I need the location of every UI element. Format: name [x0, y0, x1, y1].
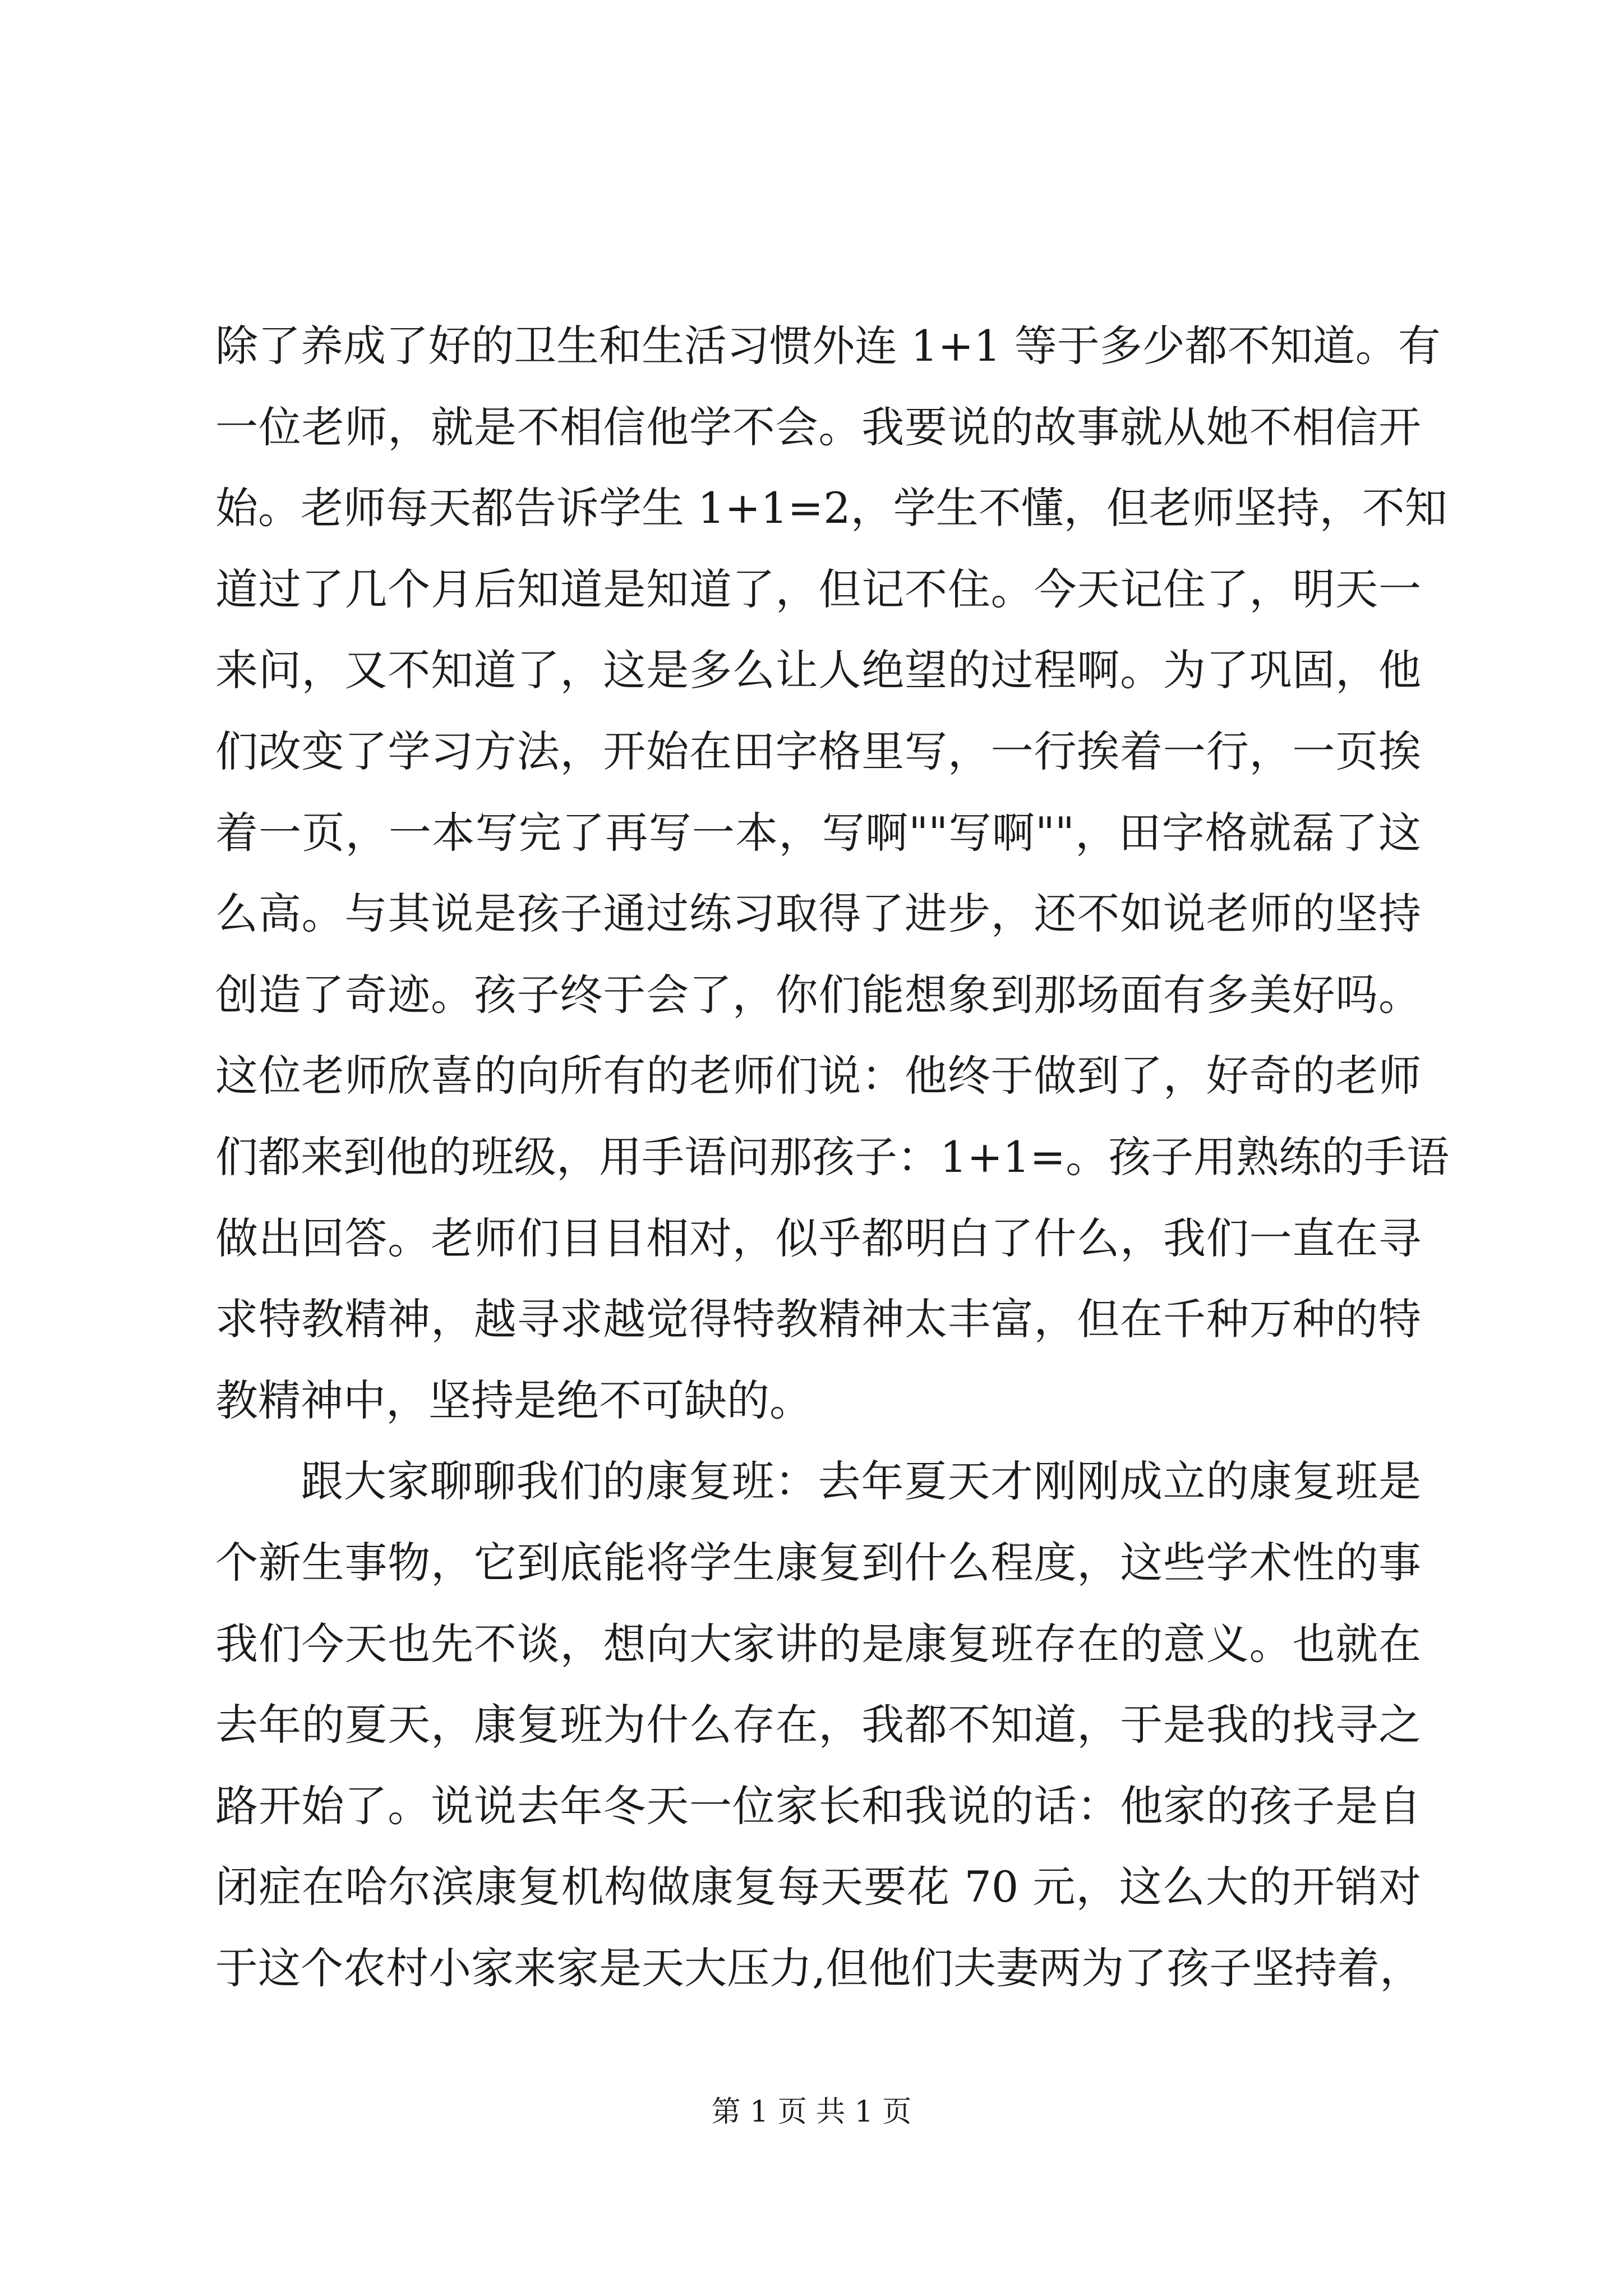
paragraph-2 — [215, 1441, 1421, 2009]
text-line: 除了养成了好的卫生和生活习惯外连 1+1 等于多少都不知道。有 — [215, 321, 1441, 371]
text-line: 们都来到他的班级，用手语问那孩子：1+1=。孩子用熟练的手语 — [215, 1131, 1450, 1182]
page-footer — [0, 2092, 1623, 2132]
text-line: 个新生事物，它到底能将学生康复到什么程度，这些学术性的事 — [215, 1537, 1421, 1588]
text-line: 跟大家聊聊我们的康复班：去年夏天才刚刚成立的康复班是 — [301, 1456, 1421, 1507]
text-line: 们改变了学习方法，开始在田字格里写，一行挨着一行，一页挨 — [215, 726, 1421, 776]
text-line: 去年的夏天，康复班为什么存在，我都不知道，于是我的找寻之 — [215, 1700, 1421, 1750]
text-line: 创造了奇迹。孩子终于会了，你们能想象到那场面有多美好吗。 — [215, 969, 1421, 1020]
text-line: 路开始了。说说去年冬天一位家长和我说的话：他家的孩子是自 — [215, 1780, 1421, 1831]
text-line: 道过了几个月后知道是知道了，但记不住。今天记住了，明天一 — [215, 564, 1421, 614]
text-line: 着一页，一本写完了再写一本，写啊""写啊""，田字格就磊了这 — [215, 807, 1421, 858]
text-line: 闭症在哈尔滨康复机构做康复每天要花 70 元，这么大的开销对 — [215, 1862, 1421, 1912]
page-number: 第 1 页 共 1 页 — [711, 2095, 912, 2129]
text-line: 教精神中，坚持是绝不可缺的。 — [215, 1375, 812, 1425]
text-line: 来问，又不知道了，这是多么让人绝望的过程啊。为了巩固，他 — [215, 645, 1421, 696]
text-line: 求特教精神，越寻求越觉得特教精神太丰富，但在千种万种的特 — [215, 1294, 1421, 1345]
text-line: 一位老师，就是不相信他学不会。我要说的故事就从她不相信开 — [215, 402, 1421, 452]
text-line: 始。老师每天都告诉学生 1+1=2，学生不懂，但老师坚持，不知 — [215, 483, 1447, 533]
paragraph-1 — [215, 306, 1450, 1441]
text-line: 于这个农村小家来家是天大压力,但他们夫妻两为了孩子坚持着， — [215, 1943, 1423, 1993]
text-line: 这位老师欣喜的向所有的老师们说：他终于做到了，好奇的老师 — [215, 1051, 1421, 1101]
body-text — [215, 306, 1450, 2009]
text-line: 做出回答。老师们目目相对，似乎都明白了什么，我们一直在寻 — [215, 1213, 1421, 1263]
text-line: 么高。与其说是孩子通过练习取得了进步，还不如说老师的坚持 — [215, 889, 1421, 939]
text-line: 我们今天也先不谈，想向大家讲的是康复班存在的意义。也就在 — [215, 1618, 1421, 1669]
